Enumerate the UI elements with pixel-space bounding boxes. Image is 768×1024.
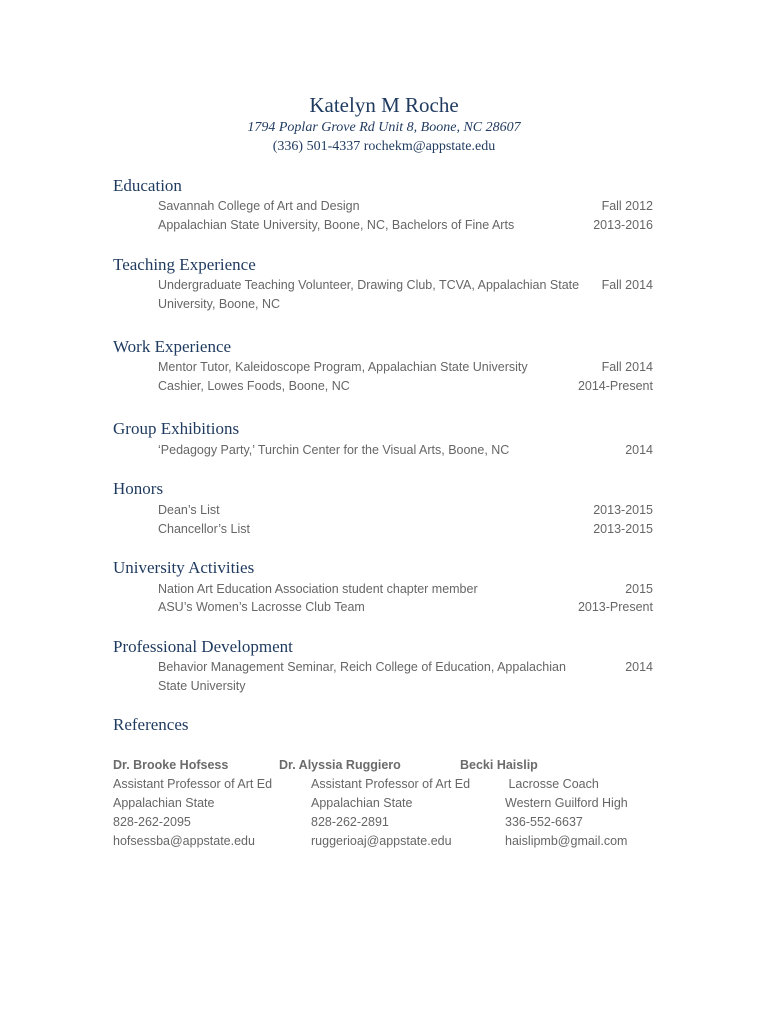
section-title-teaching: Teaching Experience [113,255,256,274]
date-development-1: 2014 [625,660,653,674]
date-work-1: Fall 2014 [601,360,653,374]
section-title-work: Work Experience [113,337,232,356]
resume-contact: (336) 501-4337 rochekm@appstate.edu [272,139,496,154]
entry-development-1: Behavior Management Seminar, Reich College of Education, Appalachian State University [158,660,566,693]
section-title-development: Professional Development [113,637,293,656]
date-work-2: 2014-Present [577,379,653,393]
reference-1-name: Dr. Brooke Hofsess [113,758,229,772]
reference-3-name: Becki Haislip [460,758,538,772]
reference-2-phone: 828-262-2891 [311,815,389,829]
reference-3 [460,756,628,851]
entry-honors-2: Chancellor’s List [158,522,250,536]
section-title-exhibitions: Group Exhibitions [113,419,240,438]
reference-2-name: Dr. Alyssia Ruggiero [279,758,401,772]
reference-2-org: Appalachian State [311,796,413,810]
entry-activities-1: Nation Art Education Association student chapter member [158,582,478,596]
resume-address: 1794 Poplar Grove Rd Unit 8, Boone, NC 28607 [247,120,521,135]
reference-1-org: Appalachian State [113,796,215,810]
entry-work-1: Mentor Tutor, Kaleidoscope Program, Appalachian State University [158,360,528,374]
date-teaching-1: Fall 2014 [601,278,653,292]
entry-activities-2: ASU’s Women’s Lacrosse Club Team [158,600,365,614]
date-education-1: Fall 2012 [601,199,653,213]
entry-honors-1: Dean’s List [158,503,220,517]
reference-2-title: Assistant Professor of Art Ed [311,777,471,791]
section-title-references: References [113,715,189,734]
date-activities-1: 2015 [625,582,653,596]
reference-1-email: hofsessba@appstate.edu [113,834,255,848]
entry-education-1: Savannah College of Art and Design [158,199,360,213]
date-education-2: 2013-2016 [593,218,653,232]
section-title-education: Education [113,176,182,195]
date-exhibitions-1: 2014 [625,443,653,457]
date-honors-1: 2013-2015 [593,503,653,517]
reference-2-email: ruggerioaj@appstate.edu [311,834,452,848]
reference-1 [113,756,272,851]
reference-3-phone: 336-552-6637 [505,815,583,829]
resume-name: Katelyn M Roche [309,93,459,117]
entry-education-2: Appalachian State University, Boone, NC, Bachelors of Fine Arts [158,218,515,232]
reference-1-title: Assistant Professor of Art Ed [113,777,273,791]
date-activities-2: 2013-Present [577,600,653,614]
entry-teaching-1: Undergraduate Teaching Volunteer, Drawing Club, TCVA, Appalachian State University, Boone, NC [158,278,580,311]
reference-3-email: haislipmb@gmail.com [505,834,628,848]
date-honors-2: 2013-2015 [593,522,653,536]
reference-2 [279,756,470,851]
entry-work-2: Cashier, Lowes Foods, Boone, NC [158,379,350,393]
reference-3-title: Lacrosse Coach [505,777,599,791]
entry-exhibitions-1: ‘Pedagogy Party,’ Turchin Center for the Visual Arts, Boone, NC [158,443,510,457]
section-title-activities: University Activities [113,558,255,577]
reference-3-org: Western Guilford High [505,796,628,810]
reference-1-phone: 828-262-2095 [113,815,191,829]
section-title-honors: Honors [113,479,164,498]
